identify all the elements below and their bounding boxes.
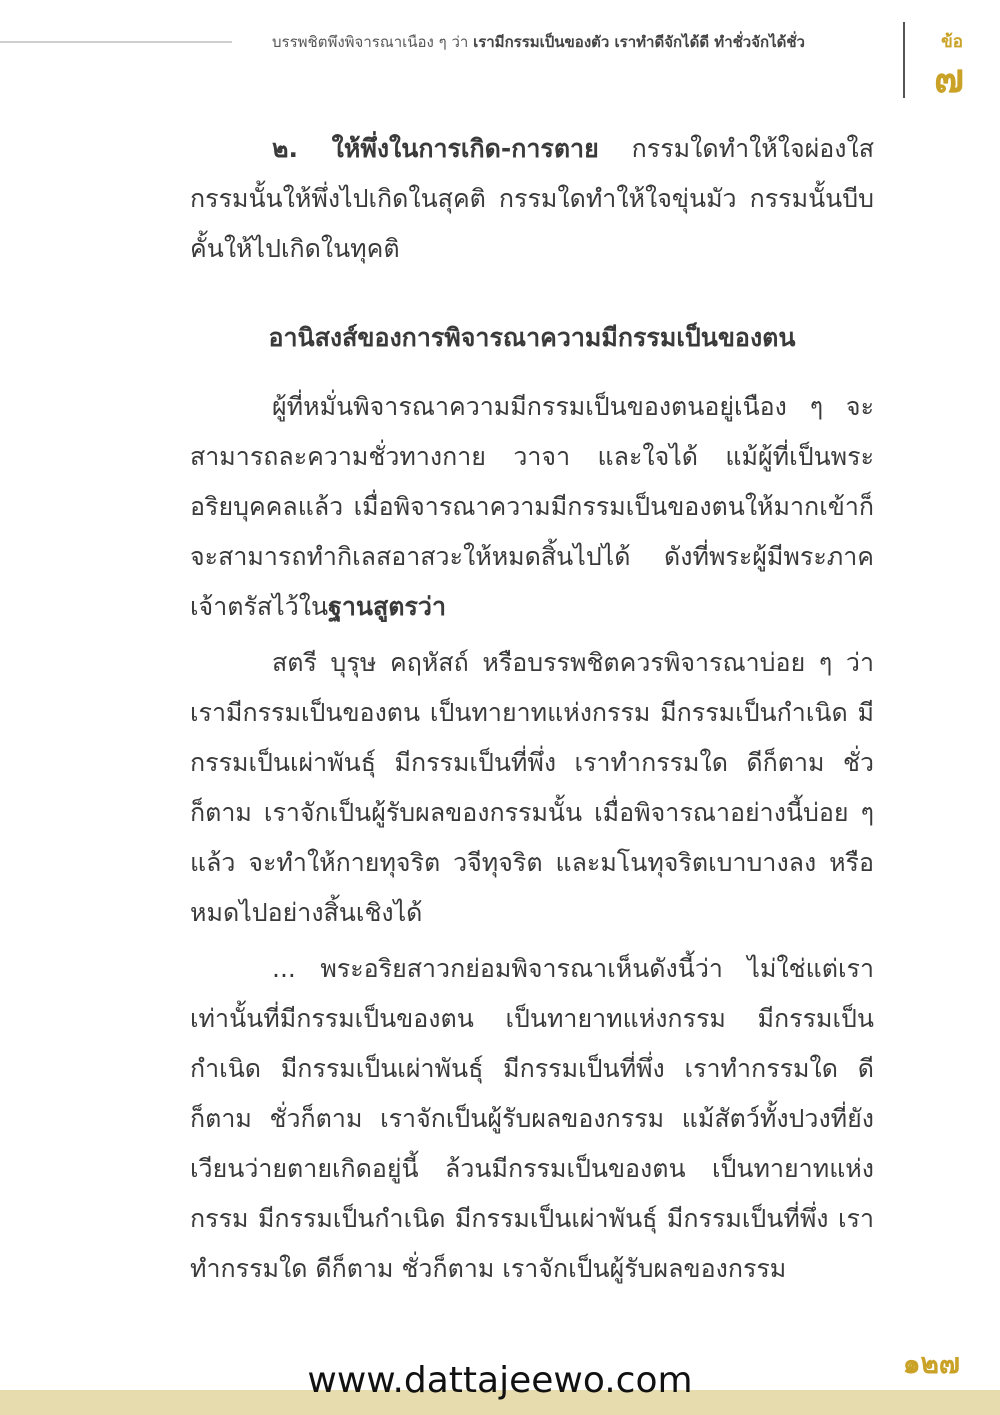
paragraph-1 <box>190 382 874 632</box>
running-title-bold: เรามีกรรมเป็นของตัว เราทำดีจักได้ดี ทำชั่วจักได้ชั่ว <box>473 33 805 51</box>
paragraph-3-text: ... พระอริยสาวกย่อมพิจารณาเห็นดังนี้ว่า ไม่ใช่แต่เราเท่านั้นที่มีกรรมเป็นของตน เป็นทายาทแห่งกรรม มีกรรมเป็นกำเนิด มีกรรมเป็นเผ่าพันธุ์ มีกรรมเป็นที่พึ่ง เราทำกรรมใด ดีก็ตาม ชั่วก็ตาม เราจักเป็นผู้รับผลของกรรม แม้สัตว์ทั้งปวงที่ยังเวียนว่ายตายเกิดอยู่นี้ ล้วนมีกรรมเป็นของตน เป็นทายาทแห่งกรรม มีกรรมเป็นกำเนิด มีกรรมเป็นเผ่าพันธุ์ มีกรรมเป็นที่พึ่ง เราทำกรรมใด ดีก็ตาม ชั่วก็ตาม เราจักเป็นผู้รับผลของกรรม <box>190 954 874 1283</box>
running-title-text: บรรพชิตพึงพิจารณาเนือง ๆ ว่า <box>272 33 474 51</box>
section-heading: อานิสงส์ของการพิจารณาความมีกรรมเป็นของตน <box>268 323 796 352</box>
page-number: ๑๒๗ <box>902 1347 960 1380</box>
paragraph-2 <box>190 638 874 938</box>
paragraph-3 <box>190 944 874 1294</box>
section-1-paragraph <box>190 124 874 274</box>
paragraph-1-text <box>190 382 874 632</box>
section-1-lead: ๒. ให้พึ่งในการเกิด-การตาย <box>272 134 599 163</box>
section-1-text: กรรมใดทำให้ใจผ่องใส กรรมนั้นให้พึ่งไปเกิดในสุคติ กรรมใดทำให้ใจขุ่นมัว กรรมนั้นบีบคั้นให้ไปเกิดในทุคติ <box>190 134 874 263</box>
header-rule <box>0 41 232 43</box>
chapter-label: ข้อ <box>941 32 963 52</box>
paragraph-2-text: สตรี บุรุษ คฤหัสถ์ หรือบรรพชิตควรพิจารณาบ่อย ๆ ว่า เรามีกรรมเป็นของตน เป็นทายาทแห่งกรรม มีกรรมเป็นกำเนิด มีกรรมเป็นเผ่าพันธุ์ มีกรรมเป็นที่พึ่ง เราทำกรรมใด ดีก็ตาม ชั่วก็ตาม เราจักเป็นผู้รับผลของกรรมนั้น เมื่อพิจารณาอย่างนี้บ่อย ๆ แล้ว จะทำให้กายทุจริต วจีทุจริต และมโนทุจริตเบาบางลง หรือหมดไปอย่างสิ้นเชิงได้ <box>190 648 874 927</box>
watermark: www.dattajeewo.com <box>307 1360 693 1401</box>
paragraph-1-body: ผู้ที่หมั่นพิจารณาความมีกรรมเป็นของตนอยู่เนือง ๆ จะสามารถละความชั่วทางกาย วาจา และใจได้ แม้ผู้ที่เป็นพระอริยบุคคลแล้ว เมื่อพิจารณาความมีกรรมเป็นของตนให้มากเข้าก็จะสามารถทำกิเลสอาสวะให้หมดสิ้นไปได้ ดังที่พระผู้มีพระภาคเจ้าตรัสไว้ใน <box>190 392 874 621</box>
header-divider <box>903 22 905 98</box>
running-title <box>272 30 872 54</box>
section-1 <box>190 124 874 274</box>
paragraph-1-bold-tail: ฐานสูตรว่า <box>328 592 446 621</box>
chapter-number: ๗ <box>933 56 965 102</box>
